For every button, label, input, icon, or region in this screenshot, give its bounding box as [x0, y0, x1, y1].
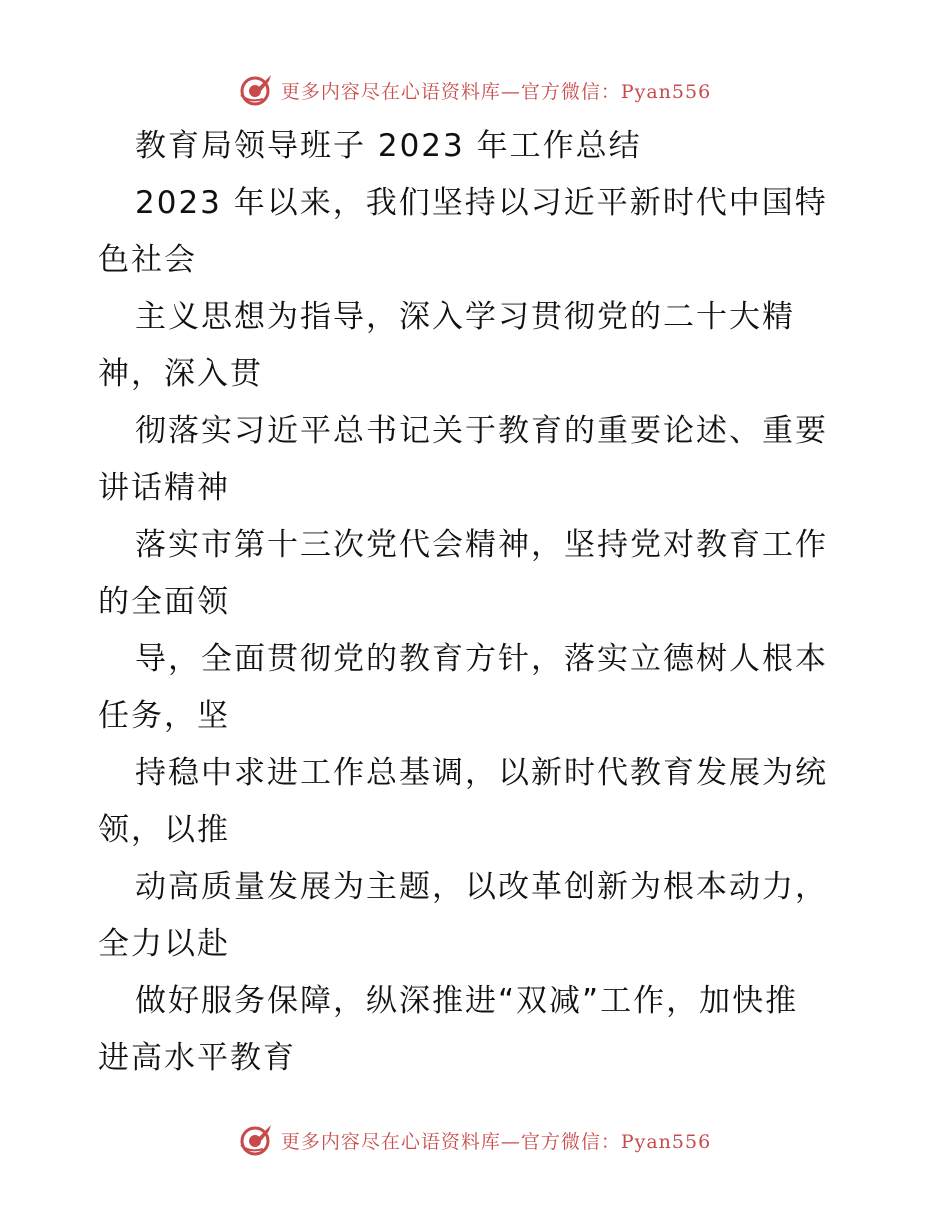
footer-banner-text: 更多内容尽在心语资料库—官方微信：Pyan556: [280, 1130, 712, 1153]
footer-banner: [0, 1120, 950, 1160]
body-line: 导，全面贯彻党的教育方针，落实立德树人根本: [135, 641, 828, 677]
body-line: 的全面领: [98, 584, 230, 620]
body-line: 领，以推: [98, 812, 230, 848]
body-line: 彻落实习近平总书记关于教育的重要论述、重要: [135, 413, 828, 449]
body-line: 持稳中求进工作总基调，以新时代教育发展为统: [135, 755, 828, 791]
body-line: 动高质量发展为主题，以改革创新为根本动力，: [135, 869, 828, 905]
header-banner: [0, 70, 950, 110]
body-line: 进高水平教育: [98, 1040, 296, 1076]
quill-seal-icon: [239, 1123, 273, 1157]
quill-seal-icon: [239, 73, 273, 107]
body-line: 主义思想为指导，深入学习贯彻党的二十大精: [135, 299, 795, 335]
body-line: 做好服务保障，纵深推进“双减”工作，加快推: [135, 983, 799, 1019]
body-line: 色社会: [98, 242, 197, 278]
body-line: 全力以赴: [98, 926, 230, 962]
body-line: 2023 年以来，我们坚持以习近平新时代中国特: [135, 185, 828, 221]
body-line: 落实市第十三次党代会精神，坚持党对教育工作: [135, 527, 828, 563]
document-body: [98, 118, 858, 1087]
document-title: 教育局领导班子 2023 年工作总结: [135, 128, 642, 164]
body-line: 任务，坚: [98, 698, 230, 734]
body-line: 讲话精神: [98, 470, 230, 506]
body-line: 神，深入贯: [98, 356, 263, 392]
header-banner-text: 更多内容尽在心语资料库—官方微信：Pyan556: [280, 80, 712, 103]
